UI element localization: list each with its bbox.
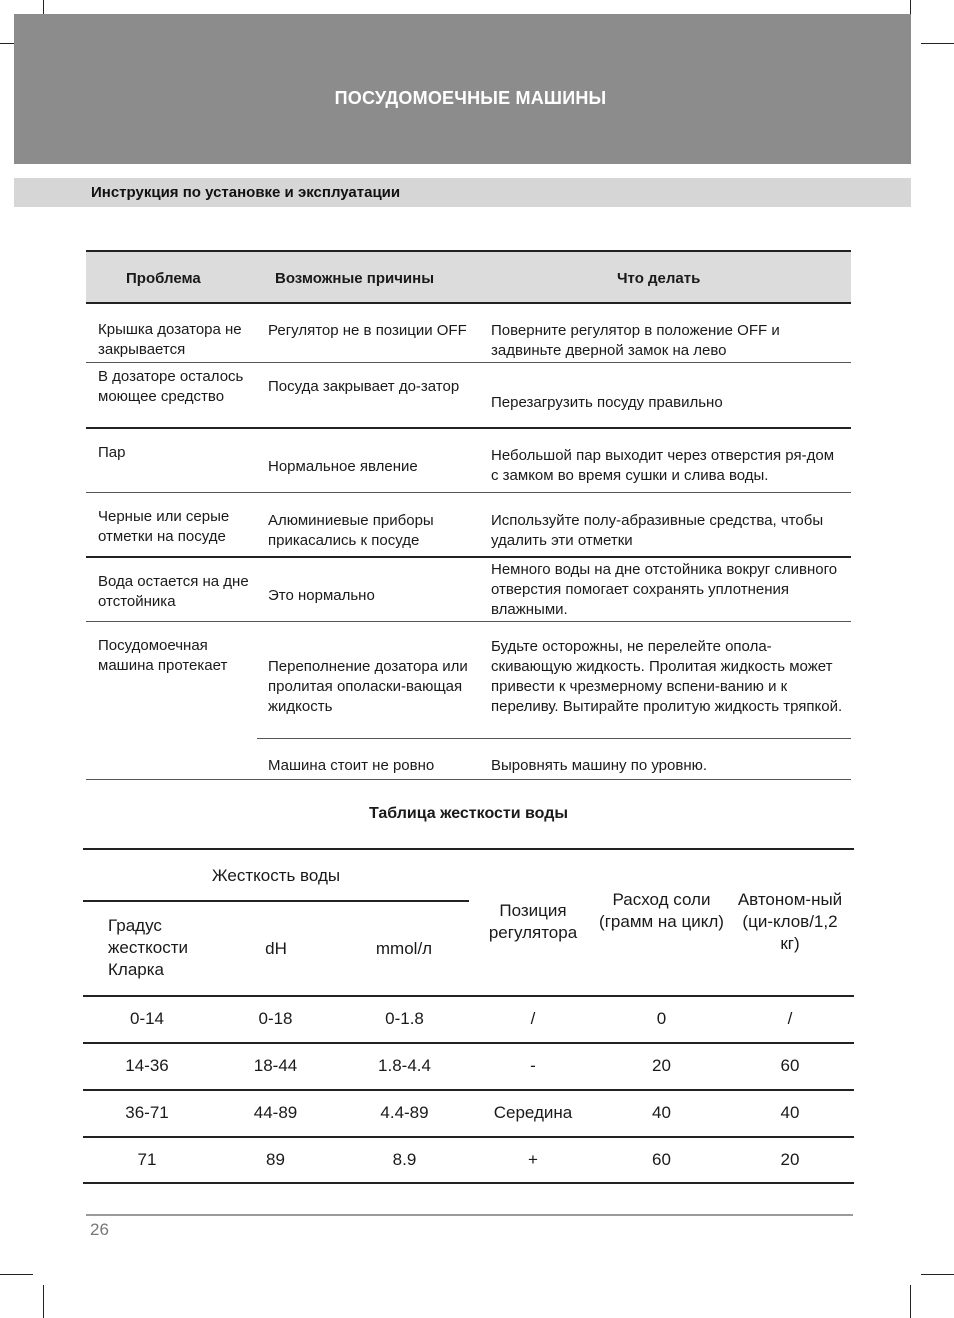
table-cell: Регулятор не в позиции OFF xyxy=(268,322,467,339)
crop-mark xyxy=(0,1274,33,1275)
table-cell: 14-36 xyxy=(125,1056,169,1075)
table-cell: Машина стоит не ровно xyxy=(268,757,435,774)
column-header-dh: dH xyxy=(265,939,287,958)
group-header-hardness: Жесткость воды xyxy=(211,866,341,885)
table-cell: Нормальное явление xyxy=(268,458,418,475)
table-cell: 20 xyxy=(652,1056,671,1075)
column-header-clark: Градус жесткости Кларка xyxy=(108,916,188,979)
table-rule xyxy=(83,1182,854,1184)
table-cell: Немного воды на дне отстойника вокруг сливного отверстия помогает сохранять уплотнения влажными. xyxy=(491,561,838,618)
table-cell: 71 xyxy=(137,1150,157,1169)
table-cell: Будьте осторожны, не перелейте опола-скивающую жидкость. Пролитая жидкость может привести к чрезмерному вспени-ванию и к переливу. Вытирайте пролитую жидкость тряпкой. xyxy=(491,638,843,715)
table-cell: / xyxy=(530,1009,536,1028)
table-cell: Посудомоечная машина протекает xyxy=(98,637,228,674)
table-cell: 0 xyxy=(656,1009,667,1028)
table-cell: Посуда закрывает до-затор xyxy=(268,378,460,395)
table-rule xyxy=(83,900,469,902)
column-header-causes: Возможные причины xyxy=(275,270,435,287)
row-divider xyxy=(86,621,851,622)
table-cell: Крышка дозатора не закрывается xyxy=(98,321,242,358)
row-divider xyxy=(86,362,851,363)
table-cell: 4.4-89 xyxy=(380,1103,429,1122)
table-cell: 89 xyxy=(266,1150,285,1169)
row-divider xyxy=(86,556,851,558)
table-cell: 0-1.8 xyxy=(385,1009,424,1028)
table-cell: Переполнение дозатора или пролитая ополаски-вающая жидкость xyxy=(268,658,468,715)
table-cell: Черные или серые отметки на посуде xyxy=(98,508,230,545)
column-header-autonomy: Автоном-ный (ци-клов/1,2 кг) xyxy=(737,890,843,953)
table-cell: Выровнять машину по уровню. xyxy=(491,757,708,774)
table-cell: Это нормально xyxy=(268,587,375,604)
table-cell: 40 xyxy=(652,1103,671,1122)
table-cell: 8.9 xyxy=(392,1150,417,1169)
row-divider xyxy=(257,738,851,739)
row-divider xyxy=(86,492,851,493)
table-rule xyxy=(83,995,854,997)
table-cell: 40 xyxy=(780,1103,800,1122)
column-header-action: Что делать xyxy=(617,270,701,287)
table-cell: 18-44 xyxy=(253,1056,298,1075)
table-cell: 1.8-4.4 xyxy=(378,1056,431,1075)
table-cell: 0-14 xyxy=(129,1009,165,1028)
crop-mark xyxy=(43,1285,44,1318)
crop-mark xyxy=(921,1274,954,1275)
hardness-table-title: Таблица жесткости воды xyxy=(368,805,569,822)
table-cell: + xyxy=(528,1150,538,1169)
table-cell: Вода остается на дне отстойника xyxy=(98,573,249,610)
footer-rule xyxy=(86,1214,853,1216)
table-rule xyxy=(83,1042,854,1044)
column-header-salt: Расход соли (грамм на цикл) xyxy=(599,890,724,931)
table-cell: Поверните регулятор в положение OFF и задвиньте дверной замок на лево xyxy=(491,322,780,359)
table-header xyxy=(86,250,851,304)
table-cell: 60 xyxy=(780,1056,800,1075)
table-cell: - xyxy=(530,1056,536,1075)
row-divider xyxy=(86,427,851,429)
table-rule xyxy=(83,848,854,850)
page-number: 26 xyxy=(90,1220,109,1239)
column-header-problem: Проблема xyxy=(126,270,201,287)
column-header-mmol: mmol/л xyxy=(375,939,433,958)
page-title: ПОСУДОМОЕЧНЫЕ МАШИНЫ xyxy=(334,88,607,108)
troubleshooting-table xyxy=(86,250,851,781)
table-rule xyxy=(83,1089,854,1091)
table-rule xyxy=(83,1136,854,1138)
table-cell: Алюминиевые приборы прикасались к посуде xyxy=(268,512,434,549)
column-header-position: Позиция регулятора xyxy=(488,901,578,942)
table-cell: 0-18 xyxy=(258,1009,293,1028)
section-subtitle: Инструкция по установке и эксплуатации xyxy=(91,184,401,201)
hardness-table xyxy=(83,848,854,1184)
table-cell: Небольшой пар выходит через отверстия ря-дом с замком во время сушки и слива воды. xyxy=(491,447,835,484)
table-cell: / xyxy=(787,1009,793,1028)
table-cell: 36-71 xyxy=(125,1103,169,1122)
table-cell: Перезагрузить посуду правильно xyxy=(491,394,723,411)
table-cell: 44-89 xyxy=(253,1103,298,1122)
crop-mark xyxy=(910,1285,911,1318)
table-cell: 60 xyxy=(652,1150,671,1169)
table-cell: 20 xyxy=(780,1150,800,1169)
table-cell: Пар xyxy=(98,444,126,461)
table-cell: Используйте полу-абразивные средства, чтобы удалить эти отметки xyxy=(491,512,824,549)
table-cell: Середина xyxy=(493,1103,573,1122)
table-cell: В дозаторе осталось моющее средство xyxy=(98,368,244,405)
crop-mark xyxy=(921,43,954,44)
row-divider xyxy=(86,779,851,780)
